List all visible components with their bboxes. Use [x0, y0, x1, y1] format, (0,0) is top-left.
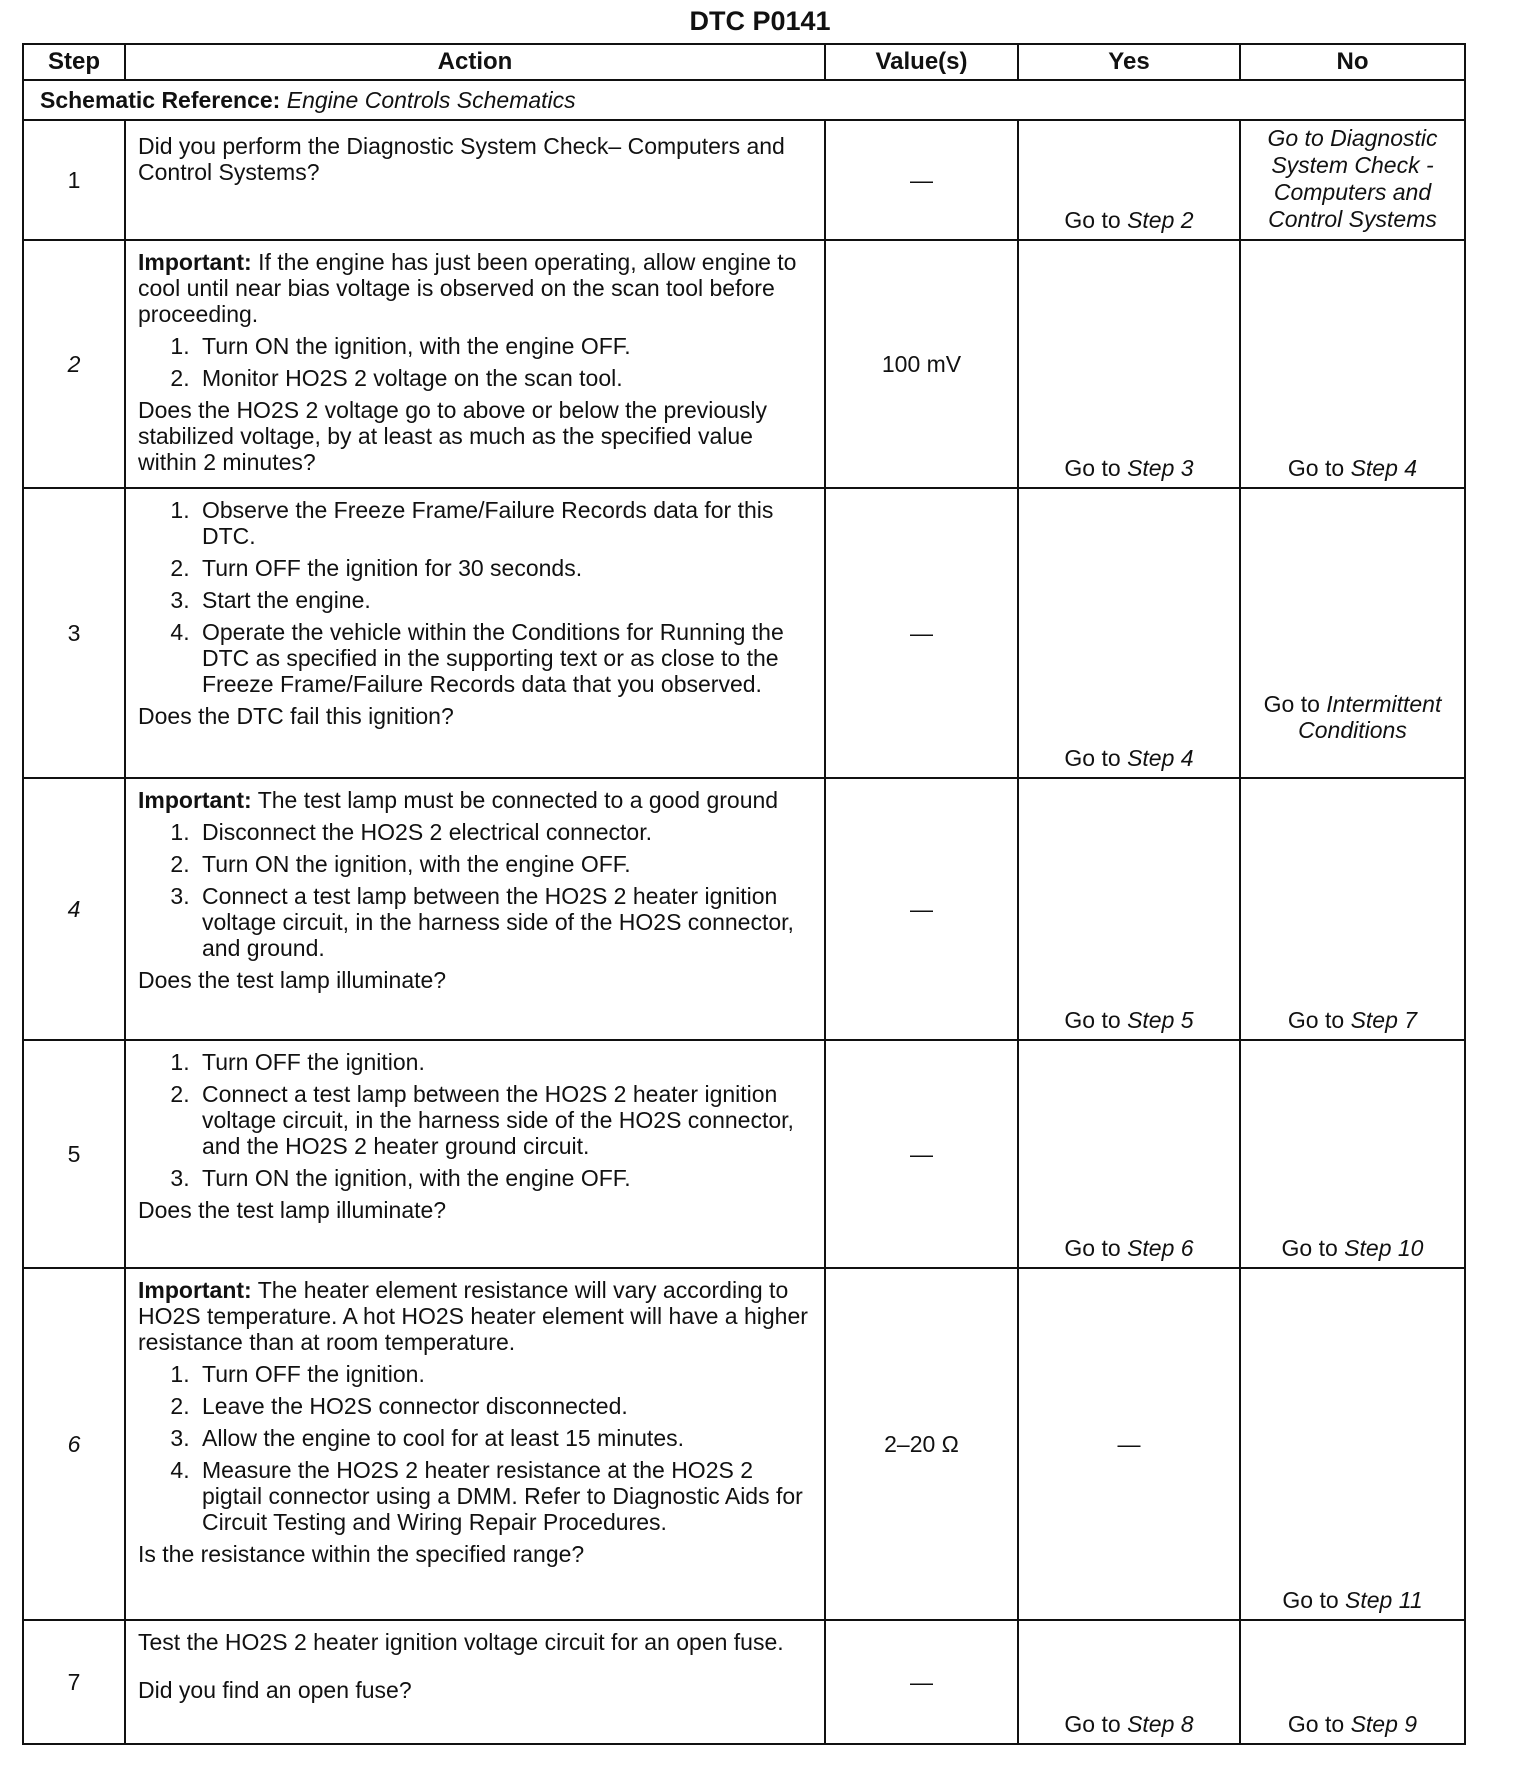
yes-cell	[1018, 1040, 1240, 1268]
step-number: 7	[23, 1620, 125, 1744]
value-cell: —	[825, 120, 1018, 240]
action-cell	[125, 778, 825, 1040]
no-cell	[1240, 1268, 1465, 1620]
schematic-label: Schematic Reference:	[40, 87, 281, 113]
important-note: Important: The heater element resistance will vary according to HO2S temperature. A hot HO2S heater element will have a higher resistance than at room temperature.	[138, 1277, 808, 1355]
value-cell: 100 mV	[825, 240, 1018, 488]
action-cell	[125, 488, 825, 778]
instruction-item: 3. Allow the engine to cool for at least 15 minutes.	[196, 1425, 816, 1451]
header-action: Action	[125, 44, 825, 80]
instruction-item: 2. Turn OFF the ignition for 30 seconds.	[196, 555, 816, 581]
yes-cell	[1018, 240, 1240, 488]
no-line: Computers and	[1273, 179, 1432, 205]
step-row-6	[23, 1268, 1465, 1620]
step-row-5	[23, 1040, 1465, 1268]
no-line: Go to Diagnostic	[1267, 125, 1438, 151]
value-cell: —	[825, 1620, 1018, 1744]
step-row-4	[23, 778, 1465, 1040]
yes-goto: Go to Step 3	[1064, 455, 1194, 481]
step-row-2	[23, 240, 1465, 488]
no-cell	[1240, 488, 1465, 778]
no-cell	[1240, 778, 1465, 1040]
important-note: Important: If the engine has just been operating, allow engine to cool until near bias voltage is observed on the scan tool before proceeding.	[138, 249, 797, 327]
instruction-item: 2. Connect a test lamp between the HO2S 2 heater ignition voltage circuit, in the harness side of the HO2S connector, and the HO2S 2 heater ground circuit.	[196, 1081, 816, 1159]
no-goto	[1245, 125, 1460, 233]
step-number: 2	[23, 240, 125, 488]
header-no: No	[1240, 44, 1465, 80]
yes-goto: Go to Step 6	[1064, 1235, 1194, 1261]
intro-text: Test the HO2S 2 heater ignition voltage circuit for an open fuse.	[138, 1629, 784, 1655]
question-text: Does the test lamp illuminate?	[138, 967, 447, 993]
schematic-reference-row	[23, 80, 1465, 120]
no-goto: Go to Step 9	[1287, 1711, 1418, 1737]
no-goto: Go to Step 4	[1287, 455, 1418, 481]
no-cell	[1240, 1620, 1465, 1744]
yes-goto: Go to Step 5	[1064, 1007, 1194, 1033]
step-row-3	[23, 488, 1465, 778]
page-title: DTC P0141	[689, 6, 831, 36]
yes-cell	[1018, 1620, 1240, 1744]
instruction-list	[138, 497, 816, 697]
value-cell: 2–20 Ω	[825, 1268, 1018, 1620]
instruction-item: 3. Turn ON the ignition, with the engine OFF.	[196, 1165, 816, 1191]
no-goto: Go to Intermittent Conditions	[1263, 691, 1442, 743]
value-cell: —	[825, 488, 1018, 778]
instruction-list	[138, 333, 816, 391]
instruction-item: 4. Operate the vehicle within the Conditions for Running the DTC as specified in the supporting text or as close to the Freeze Frame/Failure Records data that you observed.	[196, 619, 816, 697]
yes-goto: Go to Step 2	[1064, 207, 1194, 233]
value-cell: —	[825, 778, 1018, 1040]
instruction-item: 1. Turn OFF the ignition.	[196, 1361, 816, 1387]
instruction-item: 1. Turn OFF the ignition.	[196, 1049, 816, 1075]
header-yes: Yes	[1018, 44, 1240, 80]
question-text: Does the DTC fail this ignition?	[138, 703, 454, 729]
no-line: Control Systems	[1268, 206, 1437, 232]
question-text: Is the resistance within the specified range?	[138, 1541, 585, 1567]
question-text: Did you find an open fuse?	[138, 1677, 412, 1703]
no-goto: Go to Step 7	[1287, 1007, 1418, 1033]
yes-cell: —	[1018, 1268, 1240, 1620]
yes-goto: Go to Step 4	[1064, 745, 1194, 771]
action-cell	[125, 1620, 825, 1744]
step-number: 6	[23, 1268, 125, 1620]
step-number: 4	[23, 778, 125, 1040]
no-line: System Check -	[1271, 152, 1434, 178]
no-cell	[1240, 120, 1465, 240]
instruction-list	[138, 1049, 816, 1191]
action-cell	[125, 120, 825, 240]
step-number: 5	[23, 1040, 125, 1268]
instruction-item: 3. Start the engine.	[196, 587, 816, 613]
instruction-item: 2. Leave the HO2S connector disconnected.	[196, 1393, 816, 1419]
instruction-item: 4. Measure the HO2S 2 heater resistance at the HO2S 2 pigtail connector using a DMM. Refer to Diagnostic Aids for Circuit Testing and Wiring Repair Procedures.	[196, 1457, 816, 1535]
no-goto: Go to Step 11	[1282, 1587, 1423, 1613]
step-number: 1	[23, 120, 125, 240]
step-number: 3	[23, 488, 125, 778]
header-row	[23, 44, 1465, 80]
yes-cell	[1018, 488, 1240, 778]
instruction-list	[138, 819, 816, 961]
schematic-link: Engine Controls Schematics	[286, 87, 576, 113]
question-text: Did you perform the Diagnostic System Check– Computers and Control Systems?	[138, 133, 785, 185]
schematic-reference	[23, 80, 1465, 120]
no-cell	[1240, 240, 1465, 488]
yes-goto: Go to Step 8	[1064, 1711, 1194, 1737]
instruction-item: 2. Turn ON the ignition, with the engine OFF.	[196, 851, 816, 877]
step-row-7	[23, 1620, 1465, 1744]
important-note: Important: The test lamp must be connected to a good ground	[138, 787, 779, 813]
step-row-1	[23, 120, 1465, 240]
action-cell	[125, 1040, 825, 1268]
no-goto: Go to Step 10	[1281, 1235, 1424, 1261]
header-step: Step	[23, 44, 125, 80]
yes-cell	[1018, 120, 1240, 240]
header-values: Value(s)	[825, 44, 1018, 80]
yes-cell	[1018, 778, 1240, 1040]
instruction-item: 3. Connect a test lamp between the HO2S 2 heater ignition voltage circuit, in the harness side of the HO2S connector, and ground.	[196, 883, 816, 961]
diagnostic-table	[22, 43, 1466, 1745]
question-text: Does the HO2S 2 voltage go to above or below the previously stabilized voltage, by at least as much as the specified value within 2 minutes?	[138, 397, 768, 475]
instruction-item: 1. Disconnect the HO2S 2 electrical connector.	[196, 819, 816, 845]
instruction-list	[138, 1361, 816, 1535]
instruction-item: 1. Observe the Freeze Frame/Failure Records data for this DTC.	[196, 497, 816, 549]
instruction-item: 1. Turn ON the ignition, with the engine OFF.	[196, 333, 816, 359]
instruction-item: 2. Monitor HO2S 2 voltage on the scan tool.	[196, 365, 816, 391]
action-cell	[125, 240, 825, 488]
question-text: Does the test lamp illuminate?	[138, 1197, 447, 1223]
no-cell	[1240, 1040, 1465, 1268]
value-cell: —	[825, 1040, 1018, 1268]
action-cell	[125, 1268, 825, 1620]
